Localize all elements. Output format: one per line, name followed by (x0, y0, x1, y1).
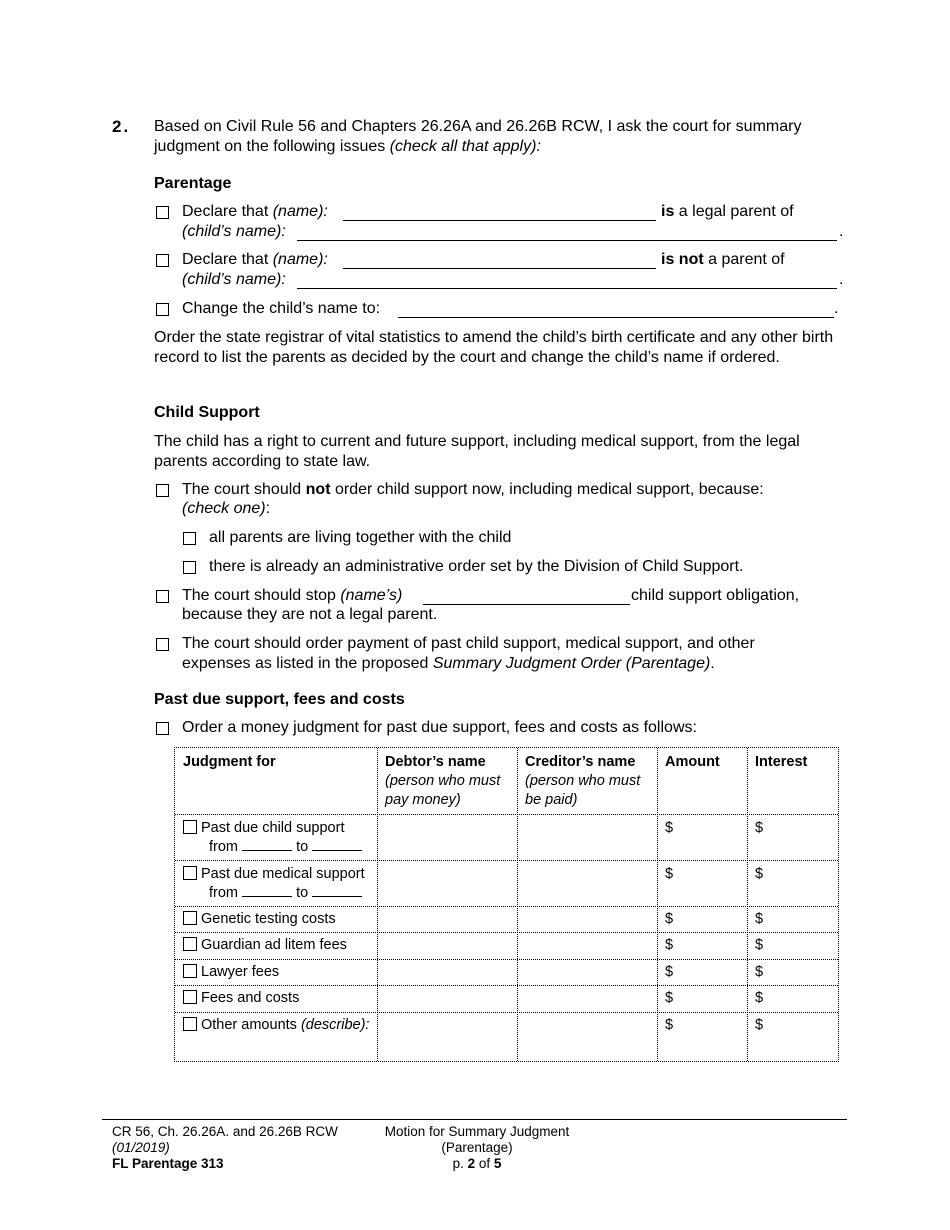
row-divider (175, 906, 838, 907)
period: . (839, 271, 844, 288)
row-other-amounts (183, 1016, 369, 1035)
parent-of: a parent of (708, 251, 785, 268)
change-name-checkbox[interactable] (156, 303, 169, 316)
footer-title: Motion for Summary Judgment (384, 1124, 570, 1139)
row-checkbox[interactable] (183, 937, 197, 951)
no-support-checkbox[interactable] (156, 484, 169, 497)
amount-cell[interactable]: $ (665, 866, 674, 882)
period: . (710, 655, 715, 672)
period: . (839, 223, 844, 240)
row-checkbox[interactable] (183, 990, 197, 1004)
change-name-field[interactable] (398, 303, 834, 318)
name-label: (name): (272, 203, 328, 220)
stop-obligation-line2: because they are not a legal parent. (182, 606, 438, 623)
col-divider (657, 748, 658, 1061)
child-support-heading: Child Support (154, 404, 260, 421)
row-divider (175, 814, 838, 815)
not-order-post: order child support now, including medical support, because: (334, 481, 764, 498)
footer-page-number (366, 1156, 588, 1172)
debtor-sub: pay money) (385, 792, 461, 808)
not-parent-checkbox[interactable] (156, 254, 169, 267)
declare-that-label: Declare that (182, 251, 269, 268)
page-total: 5 (493, 1156, 502, 1171)
header-interest: Interest (755, 754, 808, 770)
past-support-checkbox[interactable] (156, 638, 169, 651)
not-parent-child-field[interactable] (297, 274, 837, 289)
row-label: Past due medical support (201, 866, 365, 882)
page-of: of (478, 1156, 491, 1171)
to-date-field[interactable] (312, 838, 362, 851)
not-order-pre: The court should (182, 481, 302, 498)
row-checkbox[interactable] (183, 820, 197, 834)
page-num: 2 (467, 1156, 476, 1171)
row-genetic-testing (183, 910, 336, 929)
header-judgment-for: Judgment for (183, 754, 276, 770)
row-lawyer-fees (183, 963, 279, 982)
intro-note: (check all that apply): (389, 138, 541, 155)
footer-date: (01/2019) (112, 1140, 170, 1155)
intro-text: Based on Civil Rule 56 and Chapters 26.26A and 26.26B RCW, I ask the court for summary judgment on the following issues (154, 118, 802, 155)
section-intro (154, 117, 844, 157)
col-divider (377, 748, 378, 1061)
interest-cell[interactable]: $ (755, 820, 764, 836)
stop-obligation-pre (182, 586, 402, 606)
from-label: from (209, 885, 238, 901)
row-label: Guardian ad litem fees (201, 937, 347, 953)
amount-cell[interactable]: $ (665, 820, 674, 836)
col-divider (517, 748, 518, 1061)
change-name-label: Change the child’s name to: (182, 300, 381, 317)
past-due-heading: Past due support, fees and costs (154, 691, 405, 708)
colon: : (265, 500, 271, 517)
row-medical-support (183, 865, 365, 884)
not-parent-of-text (661, 250, 785, 270)
amount-cell[interactable]: $ (665, 964, 674, 980)
legal-parent-name-field[interactable] (343, 206, 656, 221)
footer-rule (102, 1119, 847, 1120)
name-label: (name): (272, 251, 328, 268)
check-one-note (182, 499, 270, 519)
stop-names: (name’s) (340, 587, 403, 604)
no-support-text (182, 480, 764, 500)
from-date-field[interactable] (242, 838, 292, 851)
row-divider (175, 860, 838, 861)
parentage-heading: Parentage (154, 175, 232, 192)
amount-cell[interactable]: $ (665, 1017, 674, 1033)
section-number: 2. (112, 117, 131, 136)
row-label: Other amounts (201, 1017, 297, 1033)
footer-title-sub: (Parentage) (441, 1140, 513, 1155)
judgment-table (174, 747, 839, 1062)
childs-name-label: (child’s name): (182, 271, 286, 288)
creditor-title: Creditor’s name (525, 754, 636, 770)
past-italic: Summary Judgment Order (Parentage) (432, 655, 711, 672)
header-debtor (385, 753, 500, 810)
is-not-bold: is not (661, 251, 704, 268)
living-together-label: all parents are living together with the child (209, 529, 512, 546)
legal-parent-of: a legal parent of (678, 203, 794, 220)
debtor-sub: (person who must (385, 773, 501, 789)
not-parent-line (182, 250, 328, 270)
admin-order-label: there is already an administrative order set by the Division of Child Support. (209, 558, 744, 575)
footer-rule-ref: CR 56, Ch. 26.26A. and 26.26B RCW (112, 1124, 338, 1139)
to-date-field[interactable] (312, 884, 362, 897)
col-divider (747, 748, 748, 1061)
money-judgment-checkbox[interactable] (156, 722, 169, 735)
to-label: to (296, 885, 309, 901)
row-guardian-fees (183, 936, 347, 955)
interest-cell[interactable]: $ (755, 937, 764, 953)
living-together-checkbox[interactable] (183, 532, 196, 545)
row-child-support (183, 819, 344, 838)
creditor-sub: (person who must (525, 773, 641, 789)
legal-parent-checkbox[interactable] (156, 206, 169, 219)
interest-cell[interactable]: $ (755, 1017, 764, 1033)
from-label: from (209, 839, 238, 855)
row-checkbox[interactable] (183, 866, 197, 880)
interest-cell[interactable]: $ (755, 990, 764, 1006)
legal-parent-line (182, 202, 328, 222)
interest-cell[interactable]: $ (755, 866, 764, 882)
amount-cell[interactable]: $ (665, 990, 674, 1006)
row-divider (175, 1012, 838, 1013)
declare-that-label: Declare that (182, 203, 269, 220)
row-divider (175, 932, 838, 933)
amount-cell[interactable]: $ (665, 911, 674, 927)
money-judgment-label: Order a money judgment for past due support, fees and costs as follows: (182, 719, 697, 736)
check-one: (check one) (182, 500, 266, 517)
row-checkbox[interactable] (183, 911, 197, 925)
row-date-range (209, 838, 362, 857)
from-date-field[interactable] (242, 884, 292, 897)
is-bold: is (661, 203, 675, 220)
row-date-range (209, 884, 362, 903)
creditor-sub: be paid) (525, 792, 578, 808)
period: . (834, 300, 839, 317)
legal-parent-child-field[interactable] (297, 226, 837, 241)
debtor-title: Debtor’s name (385, 754, 486, 770)
footer-form-id: FL Parentage 313 (112, 1156, 224, 1171)
row-label: Genetic testing costs (201, 911, 336, 927)
interest-cell[interactable]: $ (755, 964, 764, 980)
row-note: (describe): (300, 1017, 370, 1033)
registrar-text: Order the state registrar of vital statistics to amend the child’s birth certificate and any other birth record to list the parents as decided by the court and change the child’s name if ordered. (154, 329, 834, 366)
header-amount: Amount (665, 754, 720, 770)
row-checkbox[interactable] (183, 964, 197, 978)
past-line2: expenses as listed in the proposed (182, 655, 429, 672)
past-support-line2 (182, 654, 715, 674)
interest-cell[interactable]: $ (755, 911, 764, 927)
past-support-line1: The court should order payment of past child support, medical support, and other (182, 635, 755, 652)
amount-cell[interactable]: $ (665, 937, 674, 953)
page-prefix: p. (452, 1156, 464, 1171)
stop-obligation-post: child support obligation, (631, 587, 800, 604)
childs-name-label: (child’s name): (182, 223, 286, 240)
stop-obligation-name-field[interactable] (423, 590, 630, 605)
row-label: Past due child support (201, 820, 345, 836)
child-support-right-text: The child has a right to current and future support, including medical support, from the legal parents according to state law. (154, 433, 800, 470)
row-divider (175, 959, 838, 960)
stop-obligation-checkbox[interactable] (156, 590, 169, 603)
row-label: Fees and costs (201, 990, 300, 1006)
row-label: Lawyer fees (201, 964, 280, 980)
not-bold: not (305, 481, 331, 498)
header-creditor (525, 753, 640, 810)
row-divider (175, 985, 838, 986)
row-checkbox[interactable] (183, 1017, 197, 1031)
stop-pre: The court should stop (182, 587, 336, 604)
admin-order-checkbox[interactable] (183, 561, 196, 574)
row-fees-costs (183, 989, 299, 1008)
legal-parent-of-text (661, 202, 794, 222)
to-label: to (296, 839, 309, 855)
not-parent-name-field[interactable] (343, 254, 656, 269)
